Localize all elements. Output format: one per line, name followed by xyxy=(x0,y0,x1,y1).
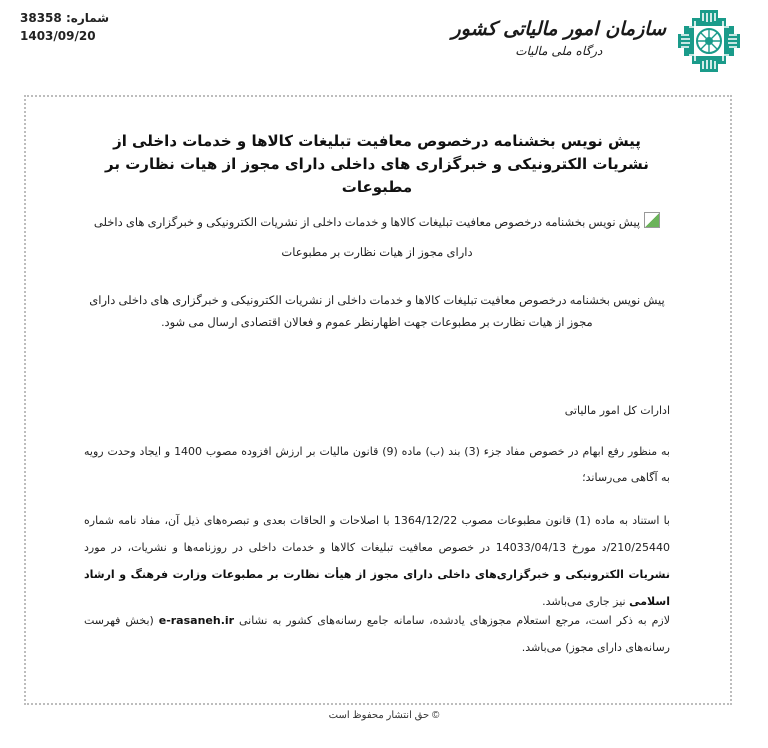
article-intro: پیش نویس بخشنامه درخصوص معافیت تبلیغات کالاها و خدمات داخلی از نشریات الکترونیکی و خبرگزاری های داخلی دارای مجوز از هیات نظارت بر مطبوعات جهت اظهارنظر عموم و فعالان اقتصادی ارسال می شود. xyxy=(89,295,665,329)
copyright-notice: © حق انتشار محفوظ است xyxy=(328,710,440,721)
paragraph-1: به منظور رفع ابهام در خصوص مفاد جزء (3) بند (ب) ماده (9) قانون مالیات بر ارزش افزوده مصوب 1400 و ایجاد وحدت رویه به آگاهی می‌رساند؛ xyxy=(84,445,670,484)
bold-publications: نشریات الکترونیکی و خبرگزاری‌های داخلی دارای مجوز از هیأت نظارت بر مطبوعات وزارت فرهنگ و ارشاد اسلامی xyxy=(84,568,670,608)
letter-number: شماره: 38358 xyxy=(20,11,110,25)
e-rasaneh-link[interactable]: e-rasaneh.ir xyxy=(158,614,235,627)
addressee: ادارات کل امور مالیاتی xyxy=(564,404,670,417)
org-subtitle: درگاه ملی مالیات xyxy=(515,44,603,58)
broken-image-icon xyxy=(644,212,660,228)
org-title xyxy=(452,16,666,60)
letter-meta xyxy=(20,9,109,45)
article-title: پیش نویس بخشنامه درخصوص معافیت تبلیغات کالاها و خدمات داخلی از نشریات الکترونیکی و خبرگزاری های داخلی دارای مجوز از هیات نظارت بر مطبوعات xyxy=(105,132,649,196)
org-logo xyxy=(451,8,740,80)
article-box xyxy=(24,95,732,705)
tax-organization-emblem-icon xyxy=(678,10,740,72)
paragraph-2: با استناد به ماده (1) قانون مطبوعات مصوب 1364/12/22 با اصلاحات و الحاقات بعدی و تبصره‌های ذیل آن، مفاد نامه شماره 210/25440/د مورخ 14033/04/13 در خصوص معافیت تبلیغات کالاها و خدمات داخلی در روزنامه‌ها و نشریات، در مورد نشریات الکترونیکی و خبرگزاری‌های داخلی دارای مجوز از هیأت نظارت بر مطبوعات وزارت فرهنگ و ارشاد اسلامی نیز جاری می‌باشد. xyxy=(84,514,670,608)
article-image-placeholder xyxy=(84,208,670,268)
org-name: سازمان امور مالیاتی کشور xyxy=(451,18,666,40)
paragraph-3: لازم به ذکر است، مرجع استعلام مجوزهای یادشده، سامانه جامع رسانه‌های کشور به نشانی e-rasaneh.ir (بخش فهرست رسانه‌های دارای مجوز) می‌باشد. xyxy=(84,614,671,654)
letter-date: 1403/09/20 xyxy=(20,29,96,43)
image-alt-text: پیش نویس بخشنامه درخصوص معافیت تبلیغات کالاها و خدمات داخلی از نشریات الکترونیکی و خبرگزاری های داخلی دارای مجوز از هیات نظارت بر مطبوعات xyxy=(93,217,641,259)
